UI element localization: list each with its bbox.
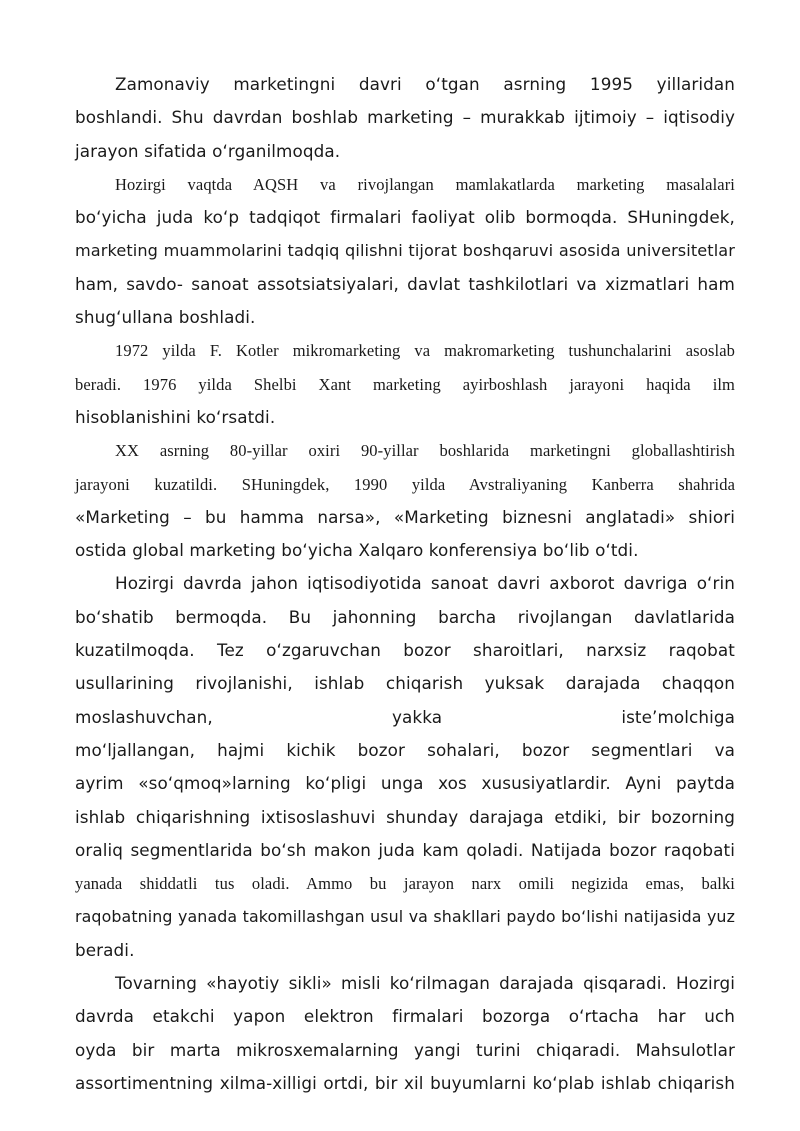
text-line: ayrim «so‘qmoq»larning ko‘pligi unga xos xususiyatlardir. Ayni paytda [75, 773, 735, 794]
text-line: XX asrning 80-yillar oxiri 90-yillar boshlarida marketingni globallashtirish [115, 441, 735, 461]
text-line: davrda etakchi yapon elektron firmalari bozorga o‘rtacha har uch [75, 1006, 735, 1027]
text-line: boshlandi. Shu davrdan boshlab marketing – murakkab ijtimoiy – iqtisodiy [75, 107, 735, 128]
text-line: jarayon sifatida o‘rganilmoqda. [75, 140, 341, 161]
text-line: beradi. 1976 yilda Shelbi Xant marketing ayirboshlash jarayoni haqida ilm [75, 374, 735, 394]
text-line: ham, savdo- sanoat assotsiatsiyalari, davlat tashkilotlari va xizmatlari ham [75, 273, 735, 294]
document-body [75, 68, 735, 1100]
text-line: oyda bir marta mikrosxemalarning yangi turini chiqaradi. Mahsulotlar [75, 1039, 735, 1060]
text-line: ostida global marketing bo‘yicha Xalqaro konferensiya bo‘lib o‘tdi. [75, 540, 639, 561]
text-line: moslashuvchan, yakka iste’molchiga [75, 706, 735, 727]
text-line: hisoblanishini ko‘rsatdi. [75, 406, 276, 427]
text-line: 1972 yilda F. Kotler mikromarketing va makromarketing tushunchalarini asoslab [115, 341, 735, 361]
text-line: oraliq segmentlarida bo‘sh makon juda kam qoladi. Natijada bozor raqobati [75, 839, 735, 860]
text-line: yanada shiddatli tus oladi. Ammo bu jarayon narx omili negizida emas, balki [75, 874, 735, 894]
text-line: Hozirgi vaqtda AQSH va rivojlangan mamlakatlarda marketing masalalari [115, 174, 735, 194]
text-line: «Marketing – bu hamma narsa», «Marketing biznesni anglatadi» shiori [75, 506, 735, 527]
text-line: kuzatilmoqda. Tez o‘zgaruvchan bozor sharoitlari, narxsiz raqobat [75, 640, 735, 661]
text-line: bo‘yicha juda ko‘p tadqiqot firmalari faoliyat olib bormoqda. SHuningdek, [75, 207, 735, 228]
text-line: beradi. [75, 939, 135, 960]
text-line: shug‘ullana boshladi. [75, 307, 256, 328]
text-line: marketing muammolarini tadqiq qilishni tijorat boshqaruvi asosida universitetlar [75, 241, 735, 261]
text-line: Hozirgi davrda jahon iqtisodiyotida sanoat davri axborot davriga o‘rin [115, 573, 735, 594]
text-line: raqobatning yanada takomillashgan usul va shakllari paydo bo‘lishi natijasida yuz [75, 907, 735, 927]
text-line: Tovarning «hayotiy sikli» misli ko‘rilmagan darajada qisqaradi. Hozirgi [115, 973, 735, 994]
text-line: mo‘ljallangan, hajmi kichik bozor sohalari, bozor segmentlari va [75, 739, 735, 760]
text-line: usullarining rivojlanishi, ishlab chiqarish yuksak darajada chaqqon [75, 673, 735, 694]
text-line: assortimentning xilma-xilligi ortdi, bir xil buyumlarni ko‘plab ishlab chiqarish [75, 1072, 735, 1093]
text-line: Zamonaviy marketingni davri o‘tgan asrning 1995 yillaridan [115, 74, 735, 94]
text-line: ishlab chiqarishning ixtisoslashuvi shunday darajaga etdiki, bir bozorning [75, 806, 735, 827]
text-line: bo‘shatib bermoqda. Bu jahonning barcha rivojlangan davlatlarida [75, 606, 735, 627]
text-line: jarayoni kuzatildi. SHuningdek, 1990 yilda Avstraliyaning Kanberra shahrida [75, 474, 735, 494]
